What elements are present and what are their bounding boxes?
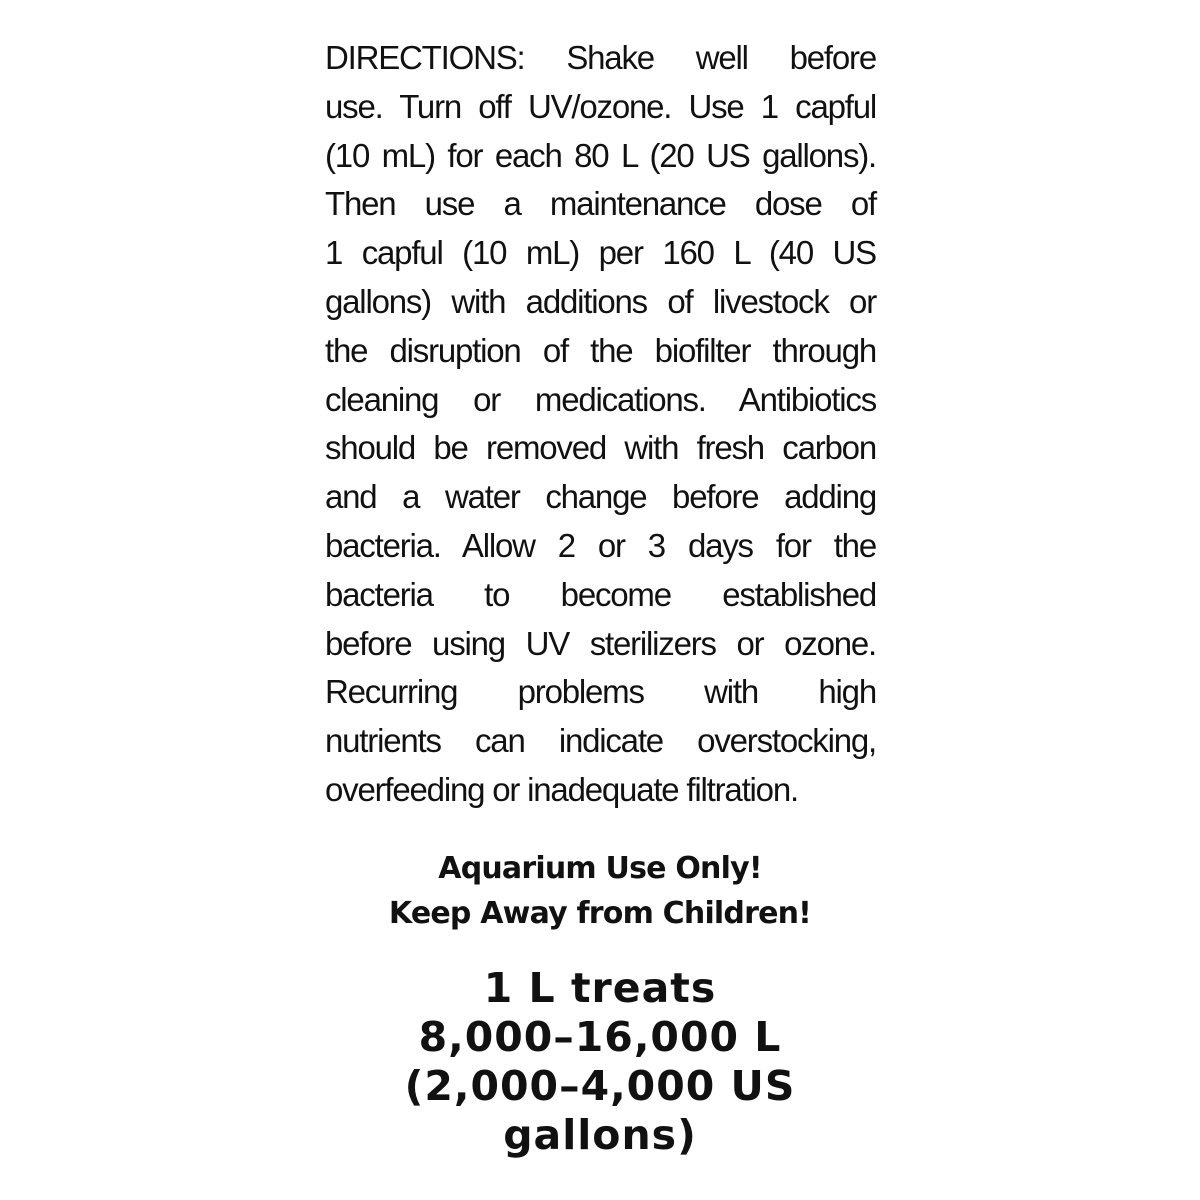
- warning-block: [0, 846, 1200, 936]
- directions-line: Recurring problems with high: [325, 673, 876, 711]
- directions-line: nutrients can indicate overstocking,: [325, 722, 876, 760]
- directions-line: (10 mL) for each 80 L (20 US gallons).: [325, 136, 876, 174]
- volume-line: 1 L treats: [483, 964, 717, 1012]
- directions-line: the disruption of the biofilter through: [325, 331, 876, 369]
- treatment-volume: [0, 964, 1200, 1160]
- volume-line: (2,000–4,000 US: [404, 1062, 796, 1110]
- directions-text: [325, 34, 876, 815]
- directions-line: and a water change before adding: [325, 478, 876, 516]
- directions-line: cleaning or medications. Antibiotics: [325, 380, 876, 418]
- aquarium-use-warning: Aquarium Use Only!: [438, 851, 762, 886]
- volume-line: gallons): [503, 1111, 697, 1159]
- directions-line: gallons) with additions of livestock or: [325, 282, 876, 320]
- directions-line: before using UV sterilizers or ozone.: [325, 624, 876, 662]
- directions-line: Then use a maintenance dose of: [325, 185, 876, 223]
- directions-line: DIRECTIONS: Shake well before: [325, 39, 876, 76]
- directions-line: should be removed with fresh carbon: [325, 429, 876, 467]
- children-warning: Keep Away from Children!: [388, 896, 812, 931]
- directions-line: use. Turn off UV/ozone. Use 1 capful: [325, 87, 876, 125]
- directions-line: overfeeding or inadequate filtration.: [325, 770, 798, 808]
- directions-line: bacteria. Allow 2 or 3 days for the: [325, 526, 876, 564]
- volume-line: 8,000–16,000 L: [418, 1013, 782, 1061]
- directions-line: 1 capful (10 mL) per 160 L (40 US: [325, 234, 876, 272]
- directions-line: bacteria to become established: [325, 575, 876, 613]
